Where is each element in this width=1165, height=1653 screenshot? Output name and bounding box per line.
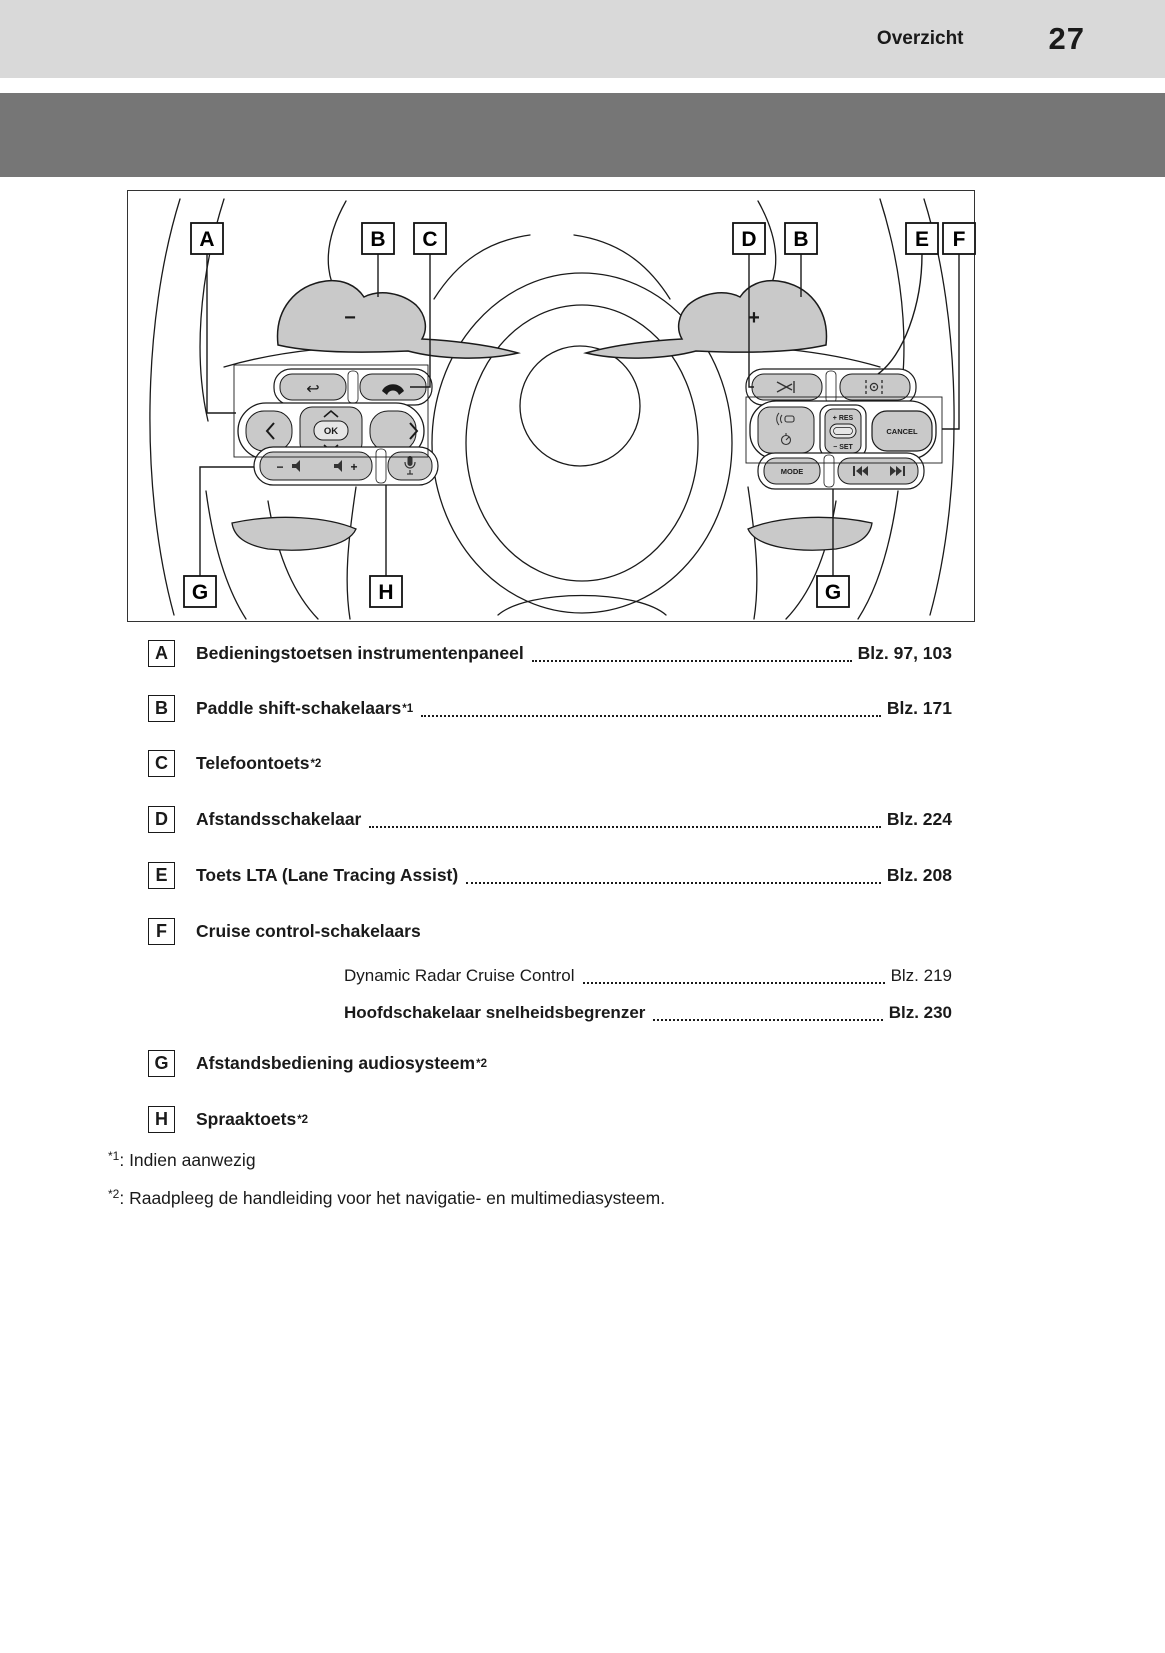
callout-c: C bbox=[422, 228, 438, 251]
dot-leader bbox=[653, 1019, 882, 1021]
legend-key-e: E bbox=[148, 862, 175, 889]
legend-key-a: A bbox=[148, 640, 175, 667]
dot-leader bbox=[466, 882, 881, 884]
paddle-shifter-right bbox=[586, 281, 826, 358]
legend-key-b: B bbox=[148, 695, 175, 722]
legend-key-h: H bbox=[148, 1106, 175, 1133]
ok-button-label: OK bbox=[323, 426, 339, 437]
footnote-2: $^{*2}$: Raadpleeg de handleiding voor het navigatie- en multimediasysteem. bbox=[108, 1187, 666, 1208]
legend-row-d: D Afstandsschakelaar Blz. 224 bbox=[148, 806, 952, 833]
dot-leader bbox=[369, 826, 880, 828]
dot-leader bbox=[583, 982, 885, 984]
callout-d: D bbox=[741, 228, 757, 251]
back-icon: ↩ bbox=[306, 381, 320, 398]
callout-h: H bbox=[378, 581, 394, 604]
legend-key-f: F bbox=[148, 918, 175, 945]
left-arrow-button bbox=[246, 411, 292, 451]
svg-text:−: − bbox=[276, 460, 284, 474]
legend-row-e: E Toets LTA (Lane Tracing Assist) Blz. 208 bbox=[148, 862, 952, 889]
legend-row-a: A Bedieningstoetsen instrumentenpaneel Blz. 97, 103 bbox=[148, 640, 952, 667]
svg-text:+: + bbox=[350, 460, 358, 474]
steering-wheel-illustration bbox=[128, 191, 976, 623]
page-number: 27 bbox=[1048, 21, 1085, 56]
mode-label: MODE bbox=[780, 467, 804, 476]
paddle-plus-label: + bbox=[748, 307, 760, 329]
right-button-cluster bbox=[746, 369, 936, 489]
left-button-cluster bbox=[238, 369, 438, 485]
callout-b-right: B bbox=[793, 228, 809, 251]
right-arrow-button bbox=[370, 411, 416, 451]
legend-subrow-speed-limiter: Hoofdschakelaar snelheidsbegrenzer Blz. 230 bbox=[344, 1003, 952, 1022]
callout-e: E bbox=[914, 228, 930, 251]
section-title: Overzicht bbox=[876, 28, 964, 49]
footnote-1: $^{*1}$: Indien aanwezig bbox=[108, 1149, 256, 1170]
dot-leader bbox=[532, 660, 852, 662]
legend-row-g: G Afstandsbediening audiosysteem *2 bbox=[148, 1050, 952, 1077]
legend-row-c: C Telefoontoets *2 bbox=[148, 750, 952, 777]
res-label: + RES bbox=[832, 415, 854, 422]
legend-row-b: B Paddle shift-schakelaars *1 Blz. 171 bbox=[148, 695, 952, 722]
callout-g-left: G bbox=[191, 581, 209, 604]
callout-a: A bbox=[199, 228, 215, 251]
legend-row-f: F Cruise control-schakelaars bbox=[148, 918, 952, 945]
legend-key-g: G bbox=[148, 1050, 175, 1077]
callout-f: F bbox=[952, 228, 966, 251]
legend-key-c: C bbox=[148, 750, 175, 777]
paddle-shifter-left bbox=[278, 281, 518, 358]
set-label: − SET bbox=[833, 444, 853, 451]
chapter-band bbox=[0, 93, 1165, 177]
legend-subrow-drcc: Dynamic Radar Cruise Control Blz. 219 bbox=[344, 966, 952, 985]
paddle-minus-label: − bbox=[344, 307, 356, 329]
steering-wheel-diagram bbox=[127, 190, 975, 622]
page-header bbox=[0, 0, 1165, 78]
cancel-label: CANCEL bbox=[886, 427, 918, 436]
legend-row-h: H Spraaktoets *2 bbox=[148, 1106, 952, 1133]
callout-g-right: G bbox=[824, 581, 842, 604]
dot-leader bbox=[421, 715, 881, 717]
cruise-mode-button bbox=[758, 407, 814, 453]
legend-key-d: D bbox=[148, 806, 175, 833]
callout-b-left: B bbox=[370, 228, 386, 251]
